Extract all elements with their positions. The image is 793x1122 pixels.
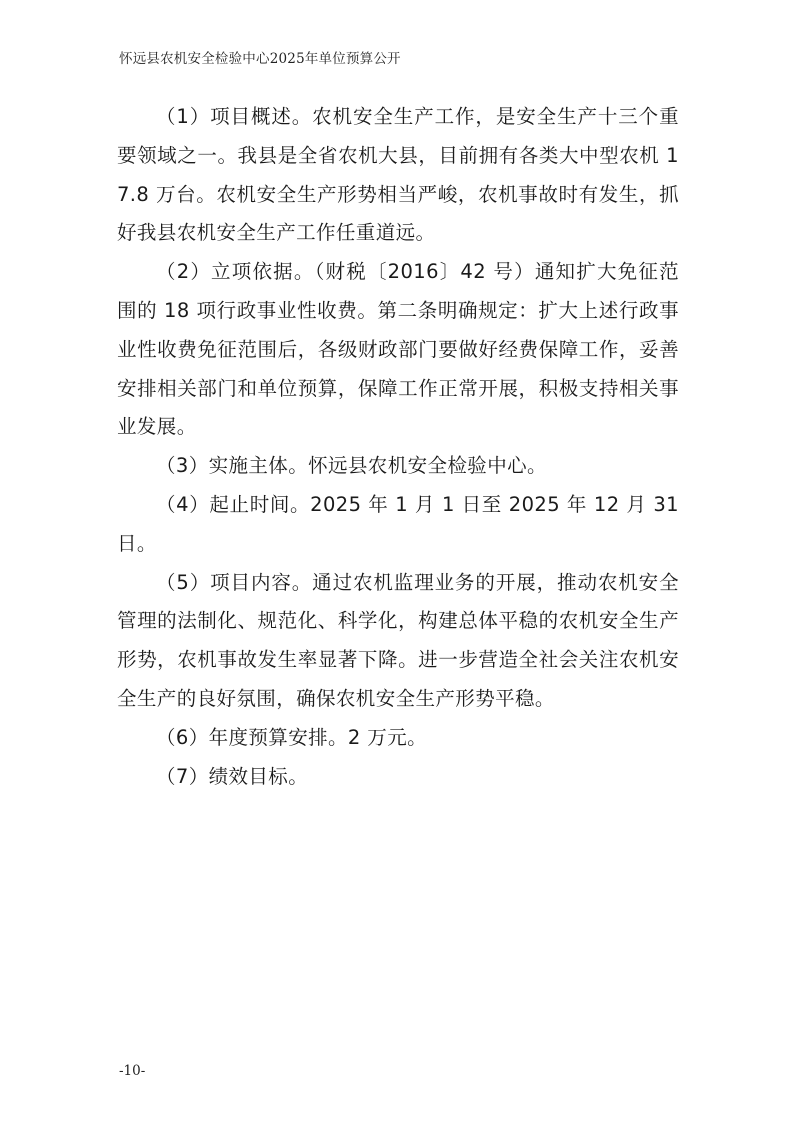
paragraph-time-period: （4）起止时间。2025 年 1 月 1 日至 2025 年 12 月 31 日。 [117,492,679,555]
paragraph-project-content: （5）项目内容。通过农机监理业务的开展，推动农机安全管理的法制化、规范化、科学化，构建总体平稳的农机安全生产形势，农机事故发生率显著下降。进一步营造全社会关注农机安全生产的良好氛围，确保农机安全生产形势平稳。 [117,570,679,710]
page-header: 怀远县农机安全检验中心2025年单位预算公开 [119,51,401,67]
paragraph-annual-budget: （6）年度预算安排。2 万元。 [156,725,428,749]
document-body [117,98,679,796]
page-number: -10- [119,1063,146,1079]
paragraph-implementing-body: （3）实施主体。怀远县农机安全检验中心。 [156,454,547,478]
paragraph-project-overview: （1）项目概述。农机安全生产工作，是安全生产十三个重要领域之一。我县是全省农机大县，目前拥有各类大中型农机 17.8 万台。农机安全生产形势相当严峻，农机事故时有发生，抓好我县农机安全生产工作任重道远。 [117,105,679,245]
paragraph-performance-goals: （7）绩效目标。 [156,764,309,788]
paragraph-project-basis: （2）立项依据。（财税〔2016〕42 号）通知扩大免征范围的 18 项行政事业性收费。第二条明确规定：扩大上述行政事业性收费免征范围后，各级财政部门要做好经费保障工作，妥善安排相关部门和单位预算，保障工作正常开展，积极支持相关事业发展。 [117,260,679,439]
